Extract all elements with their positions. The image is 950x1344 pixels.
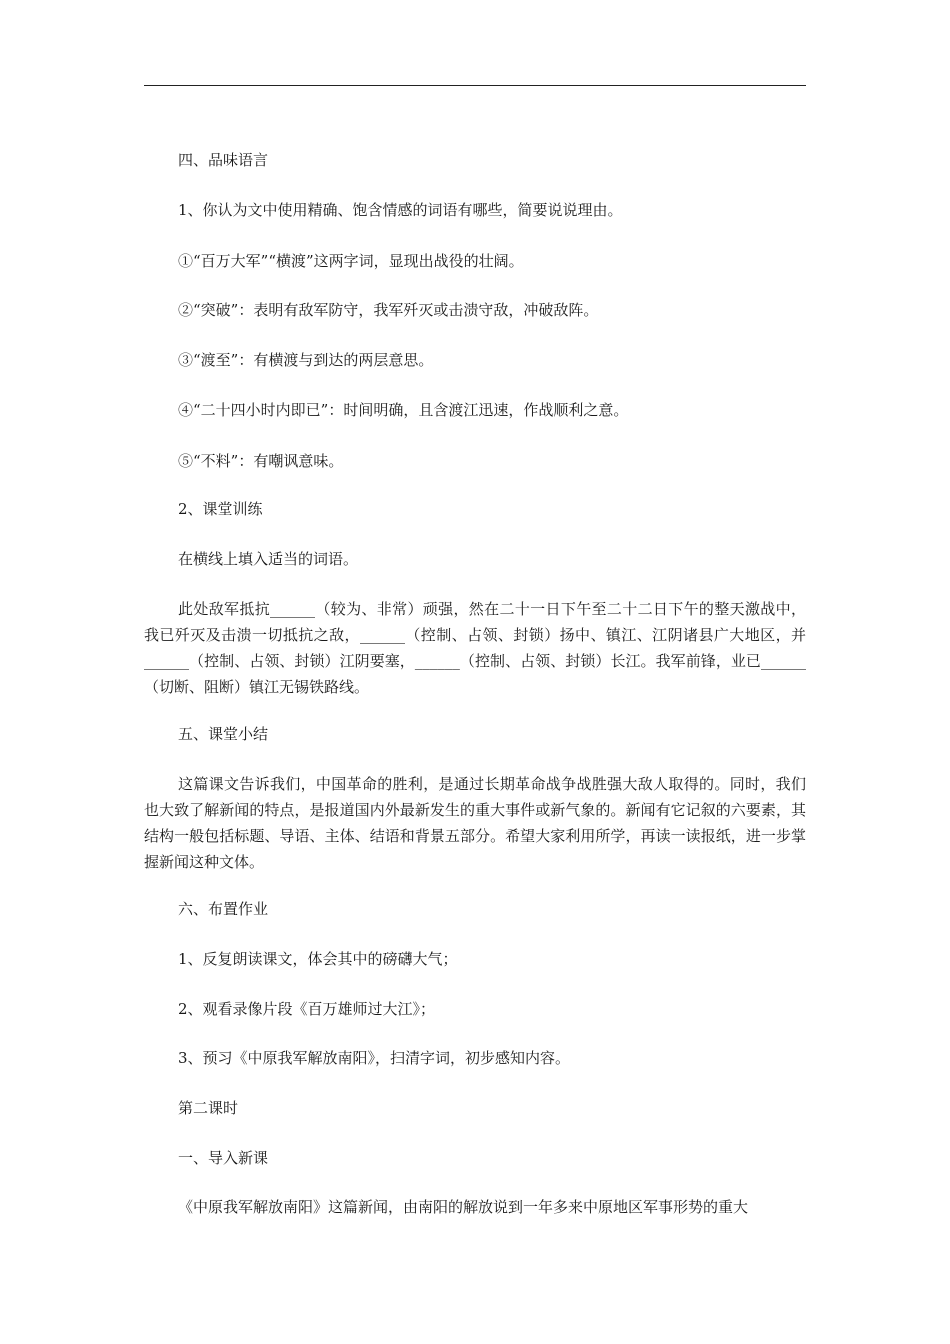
section-5-title: 五、课堂小结 [178, 725, 269, 743]
homework-item-1: 1、反复朗读课文，体会其中的磅礴大气； [178, 950, 458, 968]
section-6-title: 六、布置作业 [178, 900, 269, 918]
answer-item-3: ③“渡至”：有横渡与到达的两层意思。 [178, 351, 434, 369]
section-4-title: 四、品味语言 [178, 151, 269, 169]
summary-paragraph: 这篇课文告诉我们，中国革命的胜利，是通过长期革命战争战胜强大敌人取得的。同时，我们也大致了解新闻的特点，是报道国内外最新发生的重大事件或新气象的。新闻有它记叙的六要素，其结构一般包括标题、导语、主体、结语和背景五部分。希望大家利用所学，再读一读报纸，进一步掌握新闻这种文体。 [144, 775, 806, 871]
answer-item-2: ②“突破”：表明有敌军防守，我军歼灭或击溃守敌，冲破敌阵。 [178, 301, 599, 319]
lesson-2-section-1-title: 一、导入新课 [178, 1149, 269, 1167]
header-rule [144, 85, 806, 86]
answer-item-4: ④“二十四小时内即已”：时间明确，且含渡江迅速，作战顺利之意。 [178, 401, 629, 419]
homework-item-2: 2、观看录像片段《百万雄师过大江》； [178, 1000, 436, 1018]
question-1: 1、你认为文中使用精确、饱含情感的词语有哪些，简要说说理由。 [178, 201, 623, 219]
exercise-instruction: 在横线上填入适当的词语。 [178, 550, 359, 568]
answer-item-1: ①“百万大军”“横渡”这两字词，显现出战役的壮阔。 [178, 252, 524, 270]
answer-item-5: ⑤“不料”：有嘲讽意味。 [178, 452, 344, 470]
lesson-2-intro-line: 《中原我军解放南阳》这篇新闻，由南阳的解放说到一年多来中原地区军事形势的重大 [178, 1198, 749, 1216]
lesson-2-title: 第二课时 [178, 1099, 239, 1117]
question-2: 2、课堂训练 [178, 500, 263, 518]
exercise-paragraph: 此处敌军抵抗______（较为、非常）顽强，然在二十一日下午至二十二日下午的整天激战中，我已歼灭及击溃一切抵抗之敌，______（控制、占领、封锁）扬中、镇江、江阴诸县广大地区，并______（控制、占领、封锁）江阴要塞，______（控制、占领、封锁）长江。我军前锋，业已______（切断、阻断）镇江无锡铁路线。 [144, 600, 806, 696]
homework-item-3: 3、预习《中原我军解放南阳》，扫清字词，初步感知内容。 [178, 1049, 571, 1067]
